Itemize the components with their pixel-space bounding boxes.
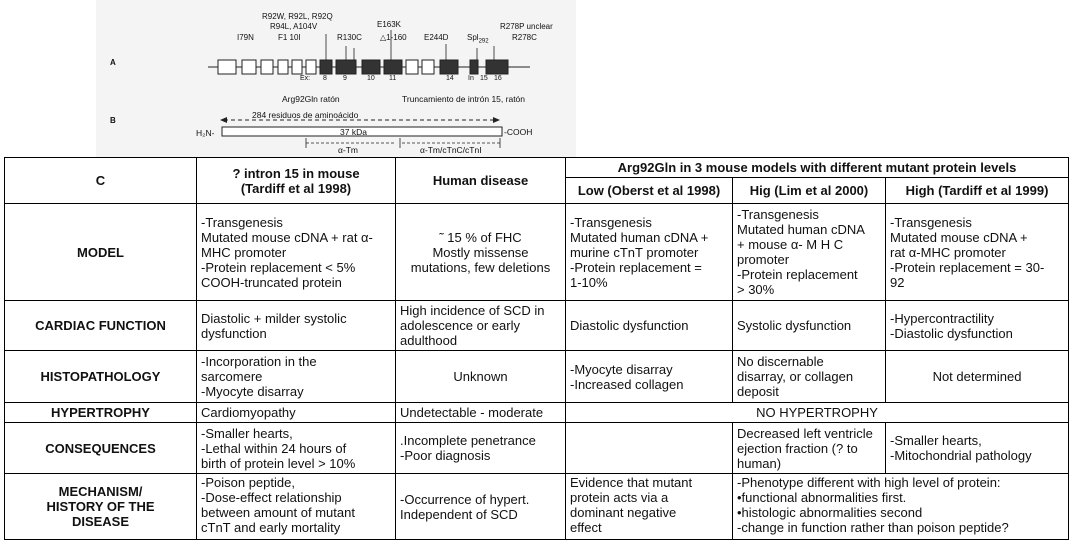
table-cell: Undetectable - moderate [396,403,566,423]
table-cell: Cardiomyopathy [197,403,396,423]
table-cell: Diastolic dysfunction [566,301,733,351]
table-cell: Not determined [886,351,1069,403]
table-cell: Unknown [396,351,566,403]
exon-box [292,60,302,74]
exon-box [278,60,288,74]
row-label: HYPERTROPHY [5,403,197,423]
table-cell: Decreased left ventricle ejection fraction (? to human) [733,423,886,474]
exon-box-mutated [320,60,332,74]
exon-box [306,60,316,74]
exon-box [242,60,256,74]
col-header-high: High (Tardiff et al 1999) [886,178,1069,204]
mutation-label: E163K [377,20,402,29]
exon-box [218,60,236,74]
mutation-label: I79N [237,33,254,42]
col-header-human: Human disease [396,158,566,204]
exon-prefix: Ex: [300,75,311,82]
mutation-label: △1-160 [380,33,407,42]
mutation-label: R130C [337,33,362,42]
row-label: MODEL [5,204,197,301]
exon-number: 10 [367,75,375,82]
panel-a-letter: A [110,58,116,67]
table-cell: High incidence of SCD in adolescence or early adulthood [396,301,566,351]
col-header-low: Low (Oberst et al 1998) [566,178,733,204]
table-row-model [5,204,1069,301]
caption-truncation: Truncamiento de intrón 15, ratón [402,94,526,104]
mutation-label: R278P unclear [500,22,553,31]
exon-number: 14 [446,75,454,82]
table-cell: No discernable disarray, or collagen deposit [733,351,886,403]
exon-box-mutated [336,60,356,74]
table-cell: .Incomplete penetrance -Poor diagnosis [396,423,566,474]
mutation-label: R278C [512,33,537,42]
row-label: HISTOPATHOLOGY [5,351,197,403]
table-cell: Diastolic + milder systolic dysfunction [197,301,396,351]
table-cell: Systolic dysfunction [733,301,886,351]
tm-complex-label: α-Tm/cTnC/cTnI [420,145,482,155]
table-cell: -Incorporation in the sarcomere -Myocyte disarray [197,351,396,403]
col-header-hig: Hig (Lim et al 2000) [733,178,886,204]
tm-label: α-Tm [338,145,359,155]
table-cell: -Hypercontractility -Diastolic dysfunction [886,301,1069,351]
gene-diagram-figure [96,0,576,158]
table-cell [566,423,733,474]
mutation-label: R92W, R92L, R92Q [262,12,333,21]
table-cell: -Poison peptide, -Dose-effect relationship between amount of mutant cTnT and early mortality [197,474,396,540]
exon-box-mutated [440,60,458,74]
mutation-label: R94L, A104V [270,22,318,31]
exon-number: 15 [480,75,488,82]
exon-box-mutated [362,60,380,74]
table-cell: -Transgenesis Mutated human cDNA + mouse α- M H C promoter -Protein replacement > 30% [733,204,886,301]
row-label: MECHANISM/ HISTORY OF THE DISEASE [5,474,197,540]
table-header-row [5,158,1069,178]
exon-number: 8 [323,75,327,82]
table-cell: -Transgenesis Mutated mouse cDNA + rat α-MHC promoter -Protein replacement < 5% COOH-truncated protein [197,204,396,301]
row-label: CONSEQUENCES [5,423,197,474]
col-header-group: Arg92Gln in 3 mouse models with different mutant protein levels [566,158,1069,178]
table-cell: Evidence that mutant protein acts via a dominant negative effect [566,474,733,540]
table-cell-merged: NO HYPERTROPHY [566,403,1069,423]
table-row-mechanism [5,474,1069,540]
mutation-label: E244D [424,33,449,42]
residues-label: 284 residuos de aminoácido [252,110,359,120]
exon-number: 16 [494,75,502,82]
n-terminal-label: H₂N- [196,128,215,138]
table-cell: -Transgenesis Mutated human cDNA + murine cTnT promoter -Protein replacement = 1-10% [566,204,733,301]
c-terminal-label: -COOH [504,127,533,137]
row-label: CARDIAC FUNCTION [5,301,197,351]
table-cell: -Myocyte disarray -Increased collagen [566,351,733,403]
table-cell: -Occurrence of hypert. Independent of SCD [396,474,566,540]
table-cell: -Smaller hearts, -Lethal within 24 hours of birth of protein level > 10% [197,423,396,474]
mutation-label: Spl$_{292}$ [467,33,489,45]
table-cell: -Transgenesis Mutated mouse cDNA + rat α-MHC promoter -Protein replacement = 30- 92 [886,204,1069,301]
table-row-consequences [5,423,1069,474]
exon-box [422,60,434,74]
table-row-histopathology [5,351,1069,403]
exon-number: 11 [389,75,397,82]
exon-box [261,60,273,74]
table-cell-merged: -Phenotype different with high level of protein: •functional abnormalities first. •histologic abnormalities second -change in function rather than poison peptide? [733,474,1069,540]
corner-cell: C [5,158,197,204]
exon-box-mutated [384,60,402,74]
table-row-hypertrophy [5,403,1069,423]
panel-b-letter: B [110,116,116,125]
exon-box-mutated [486,60,508,74]
table-cell: -Smaller hearts, -Mitochondrial pathology [886,423,1069,474]
exon-number: In [468,75,474,82]
col-header-intron: ? intron 15 in mouse (Tardiff et al 1998) [197,158,396,204]
exon-box [406,60,418,74]
mutation-label: F1 10I [278,33,301,42]
caption-arg92gln: Arg92Gln ratón [282,94,340,104]
exon-number: 9 [343,75,347,82]
exon-box-mutated [470,60,478,74]
comparison-table [4,157,1069,540]
kda-label: 37 kDa [340,127,367,137]
table-row-cardiac-function [5,301,1069,351]
table-cell: ˜ 15 % of FHC Mostly missense mutations, few deletions [396,204,566,301]
